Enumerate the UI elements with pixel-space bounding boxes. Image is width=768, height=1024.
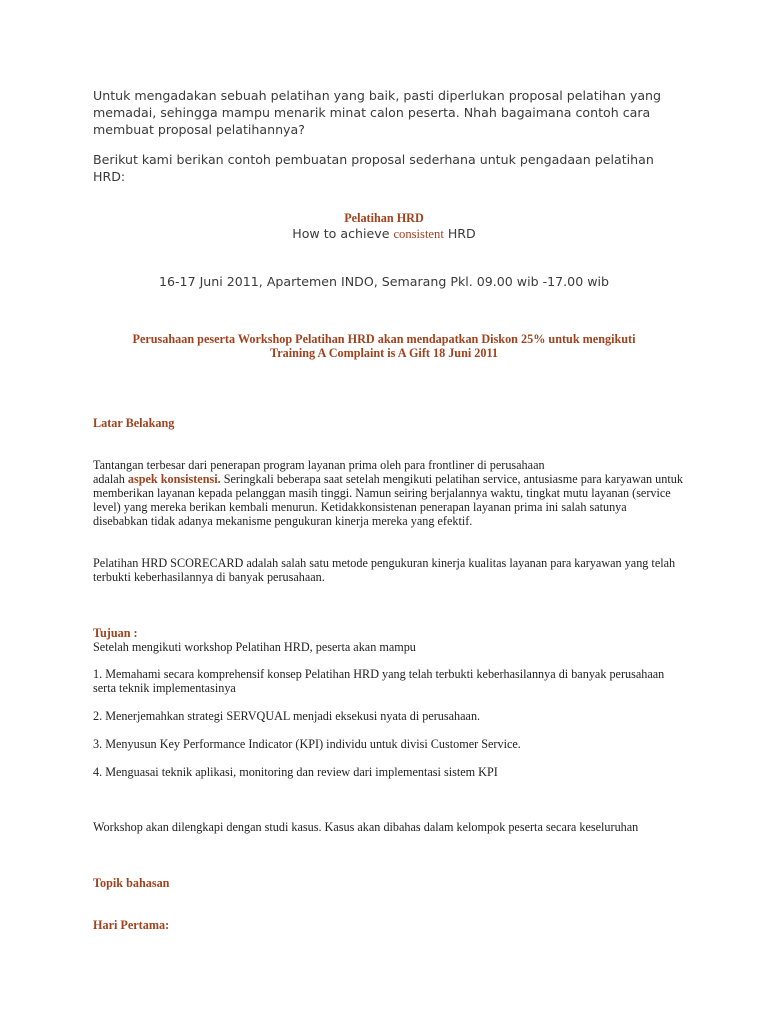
proposal-subtitle <box>93 225 675 242</box>
topik-heading: Topik bahasan <box>93 876 170 890</box>
tujuan-lead: Setelah mengikuti workshop Pelatihan HRD, peserta akan mampu <box>93 640 416 654</box>
latar-p1-line1: Tantangan terbesar dari penerapan program layanan prima oleh para frontliner di perusahaan <box>93 458 545 472</box>
subtitle-before: How to achieve <box>292 226 394 241</box>
latar-p1-prefix: adalah <box>93 472 128 486</box>
intro-paragraph-2: Berikut kami berikan contoh pembuatan proposal sederhana untuk pengadaan pelatihan HRD: <box>93 152 654 184</box>
intro-paragraph-1: Untuk mengadakan sebuah pelatihan yang baik, pasti diperlukan proposal pelatihan yang memadai, sehingga mampu menarik minat calon peserta. Nhah bagaimana contoh cara membuat proposal pelatihannya? <box>93 88 662 137</box>
aspek-konsistensi-highlight: aspek konsistensi. <box>127 472 221 486</box>
tujuan-item-1: 1. Memahami secara komprehensif konsep Pelatihan HRD yang telah terbukti keberhasilannya di banyak perusahaan serta teknik implementasinya <box>93 667 665 695</box>
latar-paragraph-1 <box>93 458 683 528</box>
promo-line-1: Perusahaan peserta Workshop Pelatihan HRD akan mendapatkan Diskon 25% untuk mengikuti <box>132 332 636 346</box>
latar-paragraph-2: Pelatihan HRD SCORECARD adalah salah satu metode pengukuran kinerja kualitas layanan para karyawan yang telah terbukti keberhasilannya di banyak perusahaan. <box>93 556 676 584</box>
subtitle-after: HRD <box>443 226 476 241</box>
tujuan-heading: Tujuan : <box>93 626 138 640</box>
proposal-title: Pelatihan HRD <box>344 211 424 225</box>
workshop-note: Workshop akan dilengkapi dengan studi kasus. Kasus akan dibahas dalam kelompok peserta secara keseluruhan <box>93 820 639 834</box>
subtitle-accent: consistent <box>393 227 444 241</box>
latar-p1-rest: Seringkali beberapa saat setelah mengikuti pelatihan service, antusiasme para karyawan untuk memberikan layanan kepada pelanggan masih tinggi. Namun seiring berjalannya waktu, tingkat mutu layanan (service level) yang mereka berikan kembali menurun. Ketidakkonsistenan penerapan layanan prima ini salah satunya disebabkan tidak adanya mekanisme pengukuran kinerja mereka yang efektif. <box>93 472 683 528</box>
event-schedule: 16-17 Juni 2011, Apartemen INDO, Semarang Pkl. 09.00 wib -17.00 wib <box>158 274 610 289</box>
tujuan-item-2: 2. Menerjemahkan strategi SERVQUAL menjadi eksekusi nyata di perusahaan. <box>93 709 481 723</box>
tujuan-item-4: 4. Menguasai teknik aplikasi, monitoring dan review dari implementasi sistem KPI <box>93 765 498 779</box>
latar-heading: Latar Belakang <box>93 416 175 430</box>
tujuan-item-3: 3. Menyusun Key Performance Indicator (KPI) individu untuk divisi Customer Service. <box>93 737 521 751</box>
promo-line-2: Training A Complaint is A Gift 18 Juni 2011 <box>270 346 498 360</box>
hari-pertama-heading: Hari Pertama: <box>93 918 170 932</box>
